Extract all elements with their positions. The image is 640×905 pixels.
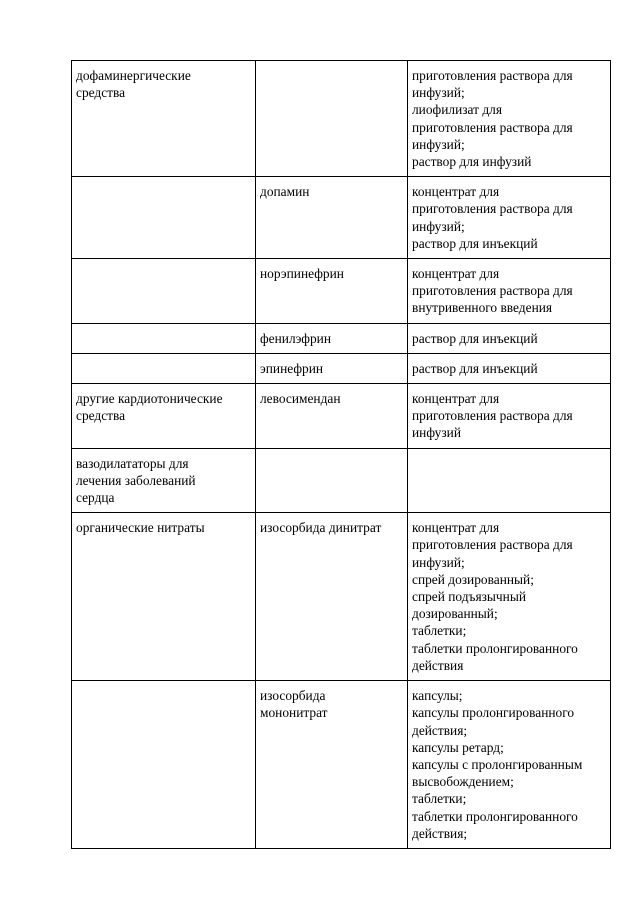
- drug-table: [71, 60, 611, 849]
- group-cell: [72, 681, 256, 849]
- dosage-form-cell: концентрат для приготовления раствора для инфузий; спрей дозированный; спрей подъязычный дозированный; таблетки; таблетки пролонгированного действия: [408, 513, 611, 681]
- dosage-form-cell: приготовления раствора для инфузий; лиофилизат для приготовления раствора для инфузий; раствор для инфузий: [408, 61, 611, 177]
- group-cell: [72, 259, 256, 324]
- group-cell: [72, 323, 256, 353]
- table-row: [72, 177, 611, 259]
- group-cell: вазодилататоры для лечения заболеваний сердца: [72, 448, 256, 513]
- table-row: [72, 384, 611, 449]
- dosage-form-cell: раствор для инъекций: [408, 323, 611, 353]
- table-row: [72, 259, 611, 324]
- drug-name-cell: допамин: [256, 177, 408, 259]
- drug-name-cell: фенилэфрин: [256, 323, 408, 353]
- group-cell: [72, 353, 256, 383]
- drug-name-cell: [256, 448, 408, 513]
- drug-name-cell: изосорбида динитрат: [256, 513, 408, 681]
- drug-name-cell: изосорбида мононитрат: [256, 681, 408, 849]
- drug-name-cell: эпинефрин: [256, 353, 408, 383]
- table-row: [72, 681, 611, 849]
- dosage-form-cell: капсулы; капсулы пролонгированного действия; капсулы ретард; капсулы с пролонгированным высвобождением; таблетки; таблетки пролонгированного действия;: [408, 681, 611, 849]
- table-row: [72, 448, 611, 513]
- dosage-form-cell: [408, 448, 611, 513]
- group-cell: другие кардиотонические средства: [72, 384, 256, 449]
- group-cell: [72, 177, 256, 259]
- dosage-form-cell: концентрат для приготовления раствора для инфузий; раствор для инъекций: [408, 177, 611, 259]
- table-row: [72, 61, 611, 177]
- table-row: [72, 323, 611, 353]
- group-cell: дофаминергические средства: [72, 61, 256, 177]
- drug-name-cell: норэпинефрин: [256, 259, 408, 324]
- dosage-form-cell: концентрат для приготовления раствора для внутривенного введения: [408, 259, 611, 324]
- table-row: [72, 353, 611, 383]
- dosage-form-cell: концентрат для приготовления раствора для инфузий: [408, 384, 611, 449]
- group-cell: органические нитраты: [72, 513, 256, 681]
- table-row: [72, 513, 611, 681]
- dosage-form-cell: раствор для инъекций: [408, 353, 611, 383]
- drug-name-cell: левосимендан: [256, 384, 408, 449]
- drug-name-cell: [256, 61, 408, 177]
